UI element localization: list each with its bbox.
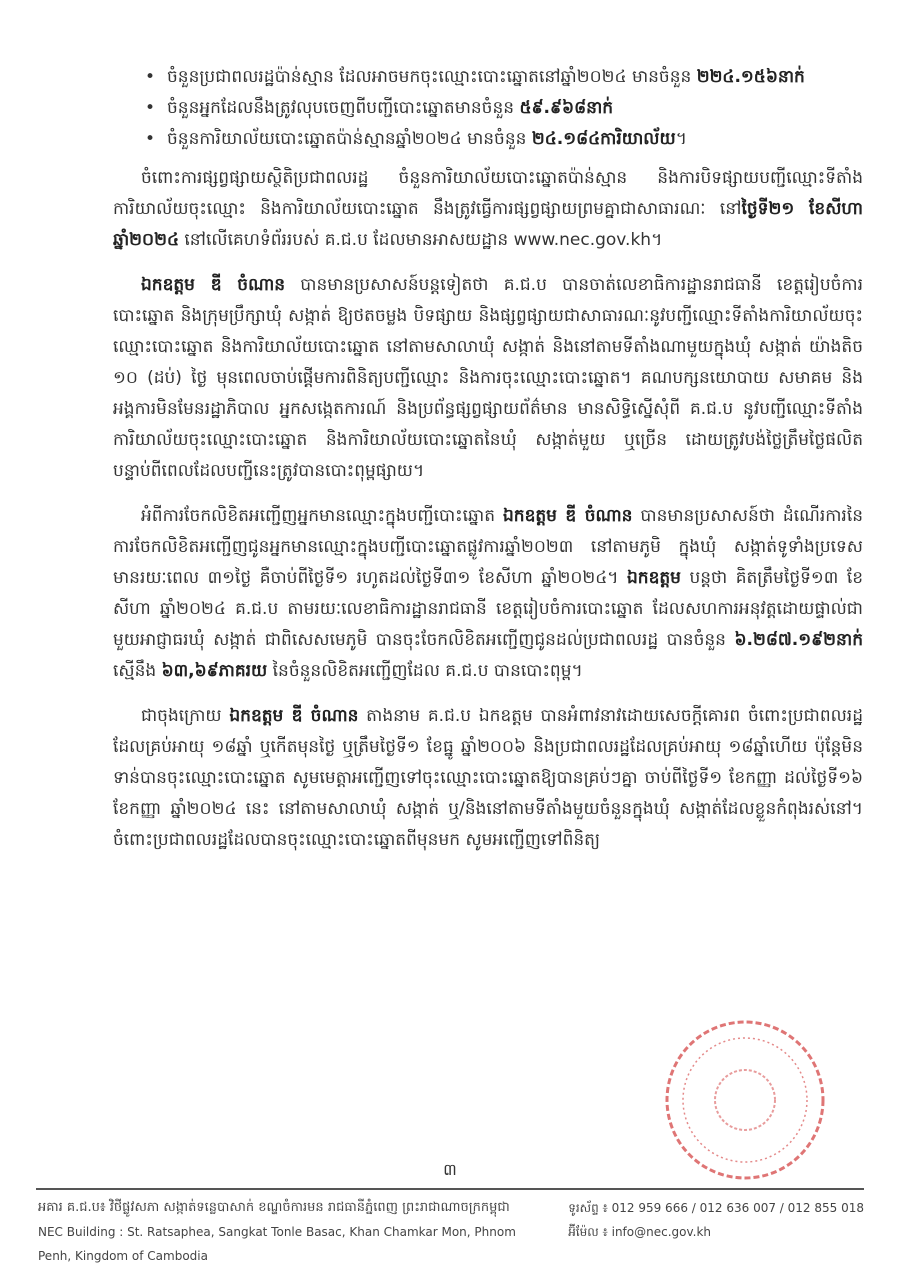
text-segment: ចំនួនអ្នកដែលនឹងត្រូវលុបចេញពីបញ្ជីបោះឆ្នោតមានចំនួន — [167, 98, 520, 118]
text-segment: ចំនួនការិយាល័យបោះឆ្នោតប៉ាន់ស្មានឆ្នាំ២០២៤ មានចំនួន — [167, 129, 532, 149]
bold-text: ៥៩.៩៦៨នាក់ — [519, 98, 614, 118]
bold-text: ២២៤.១៥៦នាក់ — [696, 67, 805, 87]
text-segment: ជាចុងក្រោយ — [141, 706, 230, 726]
text-segment: នៅលើគេហទំព័ររបស់ គ.ជ.ប ដែលមានអាសយដ្ឋាន www.nec.gov.kh។ — [179, 230, 663, 250]
page-number: ៣ — [443, 1160, 457, 1179]
paragraph — [113, 701, 863, 856]
footer-address-en: NEC Building : St. Ratsaphea, Sangkat Tonle Basac, Khan Chamkar Mon, Phnom Penh, Kingdom of Cambodia — [38, 1225, 516, 1263]
text-segment: ។ — [675, 129, 687, 149]
paragraph — [113, 501, 863, 687]
bold-text: ២៤.១៨៤ការិយាល័យ — [531, 129, 676, 149]
footer-contact — [38, 1196, 864, 1268]
document-body — [113, 62, 863, 856]
text-segment: បានមានប្រសាសន៍បន្តទៀតថា គ.ជ.ប បានចាត់លេខាធិការដ្ឋានរាជធានី ខេត្តរៀបចំការបោះឆ្នោត និងក្រុមប្រឹក្សាឃុំ សង្កាត់ ឱ្យថតចម្លង បិទផ្សាយ និងផ្សព្វផ្សាយជាសាធារណៈនូវបញ្ជីឈ្មោះទីតាំងការិយាល័យចុះឈ្មោះបោះឆ្នោត និងការិយាល័យបោះឆ្នោត នៅតាមសាលាឃុំ សង្កាត់ និងនៅតាមទីតាំងណាមួយក្នុងឃុំ សង្កាត់ យ៉ាងតិច ១០ (ដប់) ថ្ងៃ មុនពេលចាប់ផ្តើមការពិនិត្យបញ្ជីឈ្មោះ និងការចុះឈ្មោះបោះឆ្នោត។ គណបក្សនយោបាយ សមាគម និងអង្គការមិនមែនរដ្ឋាភិបាល អ្នកសង្កេតការណ៍ និងប្រព័ន្ធផ្សព្វផ្សាយព័ត៌មាន មានសិទ្ធិស្នើសុំពី គ.ជ.ប នូវបញ្ជីឈ្មោះទីតាំងការិយាល័យចុះឈ្មោះបោះឆ្នោត និងការិយាល័យបោះឆ្នោតនៃឃុំ សង្កាត់មួយ ឬច្រើន ដោយត្រូវបង់ថ្លៃត្រឹមថ្លៃផលិត បន្ទាប់ពីពេលដែលបញ្ជីនេះត្រូវបានបោះពុម្ពផ្សាយ។ — [113, 275, 864, 481]
text-segment: តាងនាម គ.ជ.ប ឯកឧត្តម បានអំពាវនាវដោយសេចក្តីគោរព ចំពោះប្រជាពលរដ្ឋដែលគ្រប់អាយុ ១៨ឆ្នាំ ឬកើតមុនថ្ងៃ ឬត្រឹមថ្ងៃទី១ ខែធ្នូ ឆ្នាំ២០០៦ និងប្រជាពលរដ្ឋដែលគ្រប់អាយុ ១៨ឆ្នាំហើយ ប៉ុន្តែមិនទាន់បានចុះឈ្មោះបោះឆ្នោត សូមមេត្តាអញ្ជើញទៅចុះឈ្មោះបោះឆ្នោតឱ្យបានគ្រប់ៗគ្នា ចាប់ពីថ្ងៃទី១ ខែកញ្ញា ដល់ថ្ងៃទី១៦ ខែកញ្ញា ឆ្នាំ២០២៤ នេះ នៅតាមសាលាឃុំ សង្កាត់ ឬ/និងនៅតាមទីតាំងមួយចំនួនក្នុងឃុំ សង្កាត់ដែលខ្លួនកំពុងរស់នៅ។ ចំពោះប្រជាពលរដ្ឋដែលបានចុះឈ្មោះបោះឆ្នោតពីមុនមក សូមអញ្ជើញទៅពិនិត្យ — [113, 706, 863, 850]
footer-address-km: អគារ គ.ជ.ប៖ វិថីផ្លូវសភា សង្កាត់ទន្លេបាសាក់ ខណ្ឌចំការមន រាជធានីភ្នំពេញ ព្រះរាជាណាចក្រកម្ពុជា — [38, 1200, 510, 1215]
bullet-item — [145, 124, 863, 155]
bullet-item — [145, 93, 863, 124]
text-segment: ស្មើនឹង — [113, 661, 162, 681]
text-segment: បន្តថា គិតត្រឹមថ្ងៃទី១៣ ខែសីហា ឆ្នាំ២០២៤ គ.ជ.ប តាមរយៈលេខាធិការដ្ឋានរាជធានី ខេត្តរៀបចំការបោះឆ្នោត ដែលសហការអនុវត្តដោយផ្ទាល់ជាមួយអាជ្ញាធរឃុំ សង្កាត់ ជាពិសេសមេភូមិ បានចុះចែកលិខិតអញ្ជើញជូនដល់ប្រជាពលរដ្ឋ បានចំនួន — [113, 568, 864, 650]
bullet-item — [145, 62, 863, 93]
footer-email: អ៊ីម៉ែល ៖ info@nec.gov.kh — [568, 1225, 712, 1239]
bold-text: ឯកឧត្តម ឌី ចំណាន — [229, 706, 359, 726]
text-segment: ចំពោះការផ្សព្វផ្សាយស្ថិតិប្រជាពលរដ្ឋ ចំនួនការិយាល័យបោះឆ្នោតប៉ាន់ស្មាន និងការបិទផ្សាយបញ្ជីឈ្មោះទីតាំងការិយាល័យចុះឈ្មោះ និងការិយាល័យបោះឆ្នោត នឹងត្រូវធ្វើការផ្សព្វផ្សាយព្រមគ្នាជាសាធារណៈ នៅ — [113, 168, 863, 219]
text-segment: ចំនួនប្រជាពលរដ្ឋប៉ាន់ស្មាន ដែលអាចមកចុះឈ្មោះបោះឆ្នោតនៅឆ្នាំ២០២៤ មានចំនួន — [167, 67, 697, 87]
bold-text: ឯកឧត្តម ឌី ចំណាន — [141, 275, 286, 295]
footer-divider — [36, 1188, 864, 1190]
bold-text: ឯកឧត្តម ឌី ចំណាន — [503, 506, 633, 526]
bold-text: ៦.២៨៧.១៩២នាក់ — [734, 630, 863, 650]
text-segment: អំពីការចែកលិខិតអញ្ជើញអ្នកមានឈ្មោះក្នុងបញ្ជីបោះឆ្នោត — [141, 506, 503, 526]
text-segment: បានមានប្រសាសន៍ថា ដំណើរការនៃការចែកលិខិតអញ្ជើញជូនអ្នកមានឈ្មោះក្នុងបញ្ជីបោះឆ្នោតផ្លូវការឆ្នាំ២០២៣ នៅតាមភូមិ ក្នុងឃុំ សង្កាត់ទូទាំងប្រទេស មានរយៈពេល ៣១ថ្ងៃ គឺចាប់ពីថ្ងៃទី១ រហូតដល់ថ្ងៃទី៣១ ខែសីហា ឆ្នាំ២០២៤។ — [113, 506, 864, 588]
paragraph — [113, 270, 863, 487]
paragraph — [113, 163, 863, 256]
bold-text: ៦៣,៦៩ភាគរយ — [161, 661, 268, 681]
page-footer — [0, 1142, 900, 1280]
footer-phone: ទូរស័ព្ទ ៖ 012 959 666 / 012 636 007 / 012 855 018 — [568, 1201, 864, 1215]
bold-text: ថ្ងៃទី២១ ខែសីហា ឆ្នាំ២០២៤ — [113, 199, 863, 250]
text-segment: នៃចំនួនលិខិតអញ្ជើញដែល គ.ជ.ប បានបោះពុម្ព។ — [267, 661, 583, 681]
bold-text: ឯកឧត្តម — [626, 568, 681, 588]
